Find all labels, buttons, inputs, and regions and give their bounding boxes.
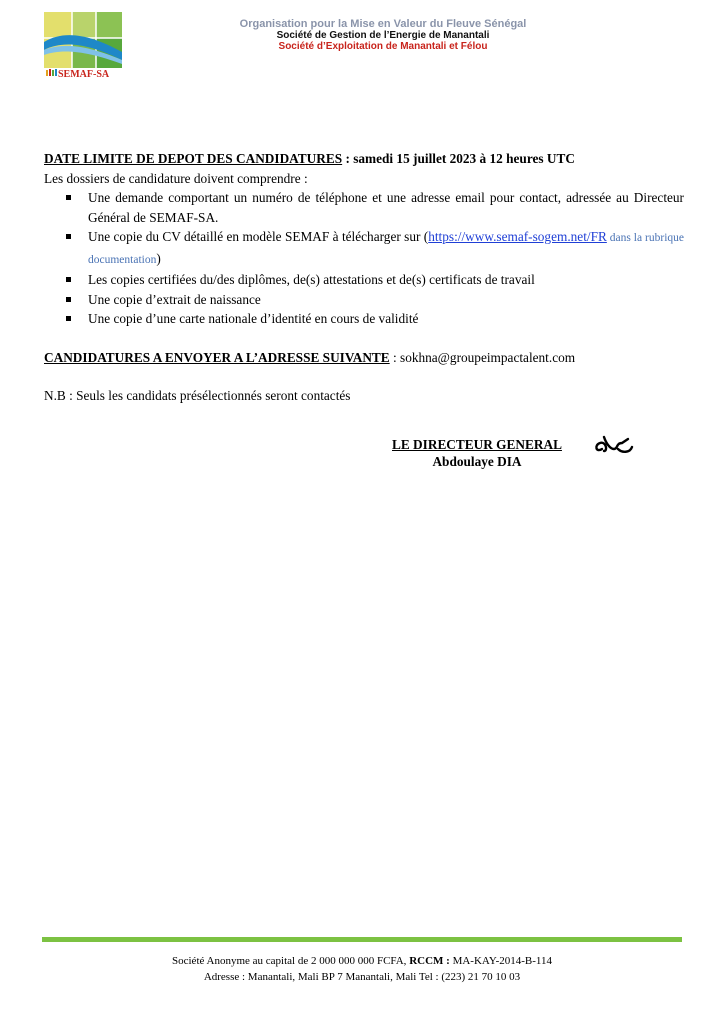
footer-divider [42, 937, 682, 942]
company-line: Société de Gestion de l’Energie de Manantali [276, 30, 490, 41]
list-item: Les copies certifiées du/des diplômes, de(s) attestations et de(s) certificats de travail [44, 270, 684, 290]
bullet-square-icon [66, 234, 71, 239]
signatory-title: LE DIRECTEUR GENERAL [392, 437, 562, 452]
list-item: Une copie d’extrait de naissance [44, 290, 684, 310]
bullet-square-icon [66, 195, 71, 200]
footer-address: Adresse : Manantali, Mali BP 7 Manantali, Mali Tel : (223) 21 70 10 03 [203, 971, 521, 983]
bullet-square-icon [66, 297, 71, 302]
exploitation-line: Société d’Exploitation de Manantali et Félou [278, 41, 488, 52]
bullet-square-icon [66, 316, 71, 321]
org-line: Organisation pour la Mise en Valeur du Fleuve Sénégal [239, 18, 527, 30]
send-line: CANDIDATURES A ENVOYER A L’ADRESSE SUIVANTE : sokhna@groupeimpactalent.com [44, 349, 576, 365]
semaf-logo [44, 12, 122, 82]
send-label: CANDIDATURES A ENVOYER A L’ADRESSE SUIVANTE [44, 349, 390, 365]
svg-text:SEMAF-SA: SEMAF-SA [58, 69, 110, 80]
signatory-name: Abdoulaye DIA [432, 454, 522, 469]
list-item: Une demande comportant un numéro de téléphone et une adresse email pour contact, adressée au Directeur Général de SEMAF-SA. [44, 188, 684, 227]
footer [42, 953, 682, 985]
deadline-value: samedi 15 juillet 2023 à 12 heures UTC [353, 151, 575, 166]
letterhead [200, 19, 566, 52]
list-item: Une copie d’une carte nationale d’identité en cours de validité [44, 309, 684, 329]
requirements-list [44, 188, 684, 329]
footer-company-info: Société Anonyme au capital de 2 000 000 000 FCFA, RCCM : MA-KAY-2014-B-114 [172, 955, 552, 967]
contact-email: sokhna@groupeimpactalent.com [400, 349, 576, 365]
note: N.B : Seuls les candidats présélectionnés seront contactés [44, 388, 351, 403]
deadline-line: DATE LIMITE DE DEPOT DES CANDIDATURES : samedi 15 juillet 2023 à 12 heures UTC [44, 151, 575, 166]
document-body [44, 149, 684, 406]
cv-download-link[interactable]: https://www.semaf-sogem.net/FR [428, 229, 607, 244]
handwritten-signature [592, 433, 638, 457]
dossier-intro: Les dossiers de candidature doivent comprendre : [44, 170, 308, 186]
list-item: Une copie du CV détaillé en modèle SEMAF à télécharger sur (https://www.semaf-sogem.net/FR dans la rubrique documentation) [44, 227, 684, 270]
signature-block [392, 436, 562, 470]
bullet-square-icon [66, 277, 71, 282]
deadline-label: DATE LIMITE DE DEPOT DES CANDIDATURES [44, 151, 343, 166]
semaf-logo-graphic [44, 12, 122, 82]
